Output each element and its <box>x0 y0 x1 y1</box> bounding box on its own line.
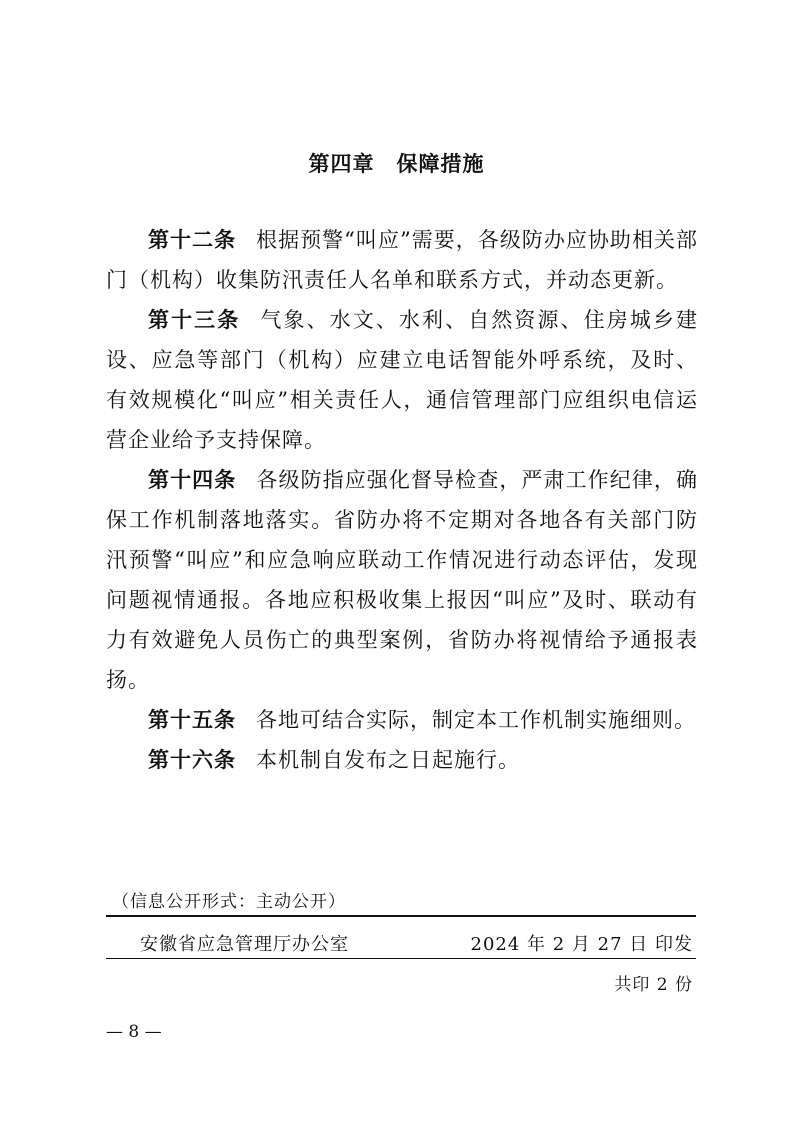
article-15 <box>106 700 698 740</box>
article-list <box>106 220 698 780</box>
article-16 <box>106 740 698 780</box>
article-text: 本机制自发布之日起施行。 <box>256 748 520 772</box>
article-12 <box>106 220 698 300</box>
footer-rule-top <box>106 915 696 917</box>
article-label: 第十六条 <box>148 748 236 772</box>
page-number: — 8 — <box>106 1022 162 1042</box>
article-text: 气象、水文、水利、自然资源、住房城乡建设、应急等部门（机构）应建立电话智能外呼系统，及时、有效规模化“叫应”相关责任人，通信管理部门应组织电信运营企业给予支持保障。 <box>106 308 699 452</box>
article-label: 第十五条 <box>148 708 236 732</box>
article-text: 根据预警“叫应”需要，各级防办应协助相关部门（机构）收集防汛责任人名单和联系方式，并动态更新。 <box>106 228 698 292</box>
issued-date: 2024 年 2 月 27 日 印发 <box>470 934 693 955</box>
issuer-name: 安徽省应急管理厅办公室 <box>140 934 349 955</box>
chapter-title: 第四章 保障措施 <box>308 152 485 176</box>
article-text: 各级防指应强化督导检查，严肃工作纪律，确保工作机制落地落实。省防办将不定期对各地各有关部门防汛预警“叫应”和应急响应联动工作情况进行动态评估，发现问题视情通报。各地应积极收集上报因“叫应”及时、联动有力有效避免人员伤亡的典型案例，省防办将视情给予通报表扬。 <box>106 468 699 692</box>
article-label: 第十四条 <box>148 468 237 492</box>
article-label: 第十三条 <box>148 308 241 332</box>
copies-count: 共印 2 份 <box>614 975 693 995</box>
footer-rule-bottom <box>106 958 696 959</box>
article-label: 第十二条 <box>148 228 237 252</box>
disclosure-note: （信息公开形式：主动公开） <box>112 892 346 912</box>
article-13 <box>106 300 698 460</box>
article-text: 各地可结合实际，制定本工作机制实施细则。 <box>256 708 696 732</box>
article-14 <box>106 460 698 700</box>
